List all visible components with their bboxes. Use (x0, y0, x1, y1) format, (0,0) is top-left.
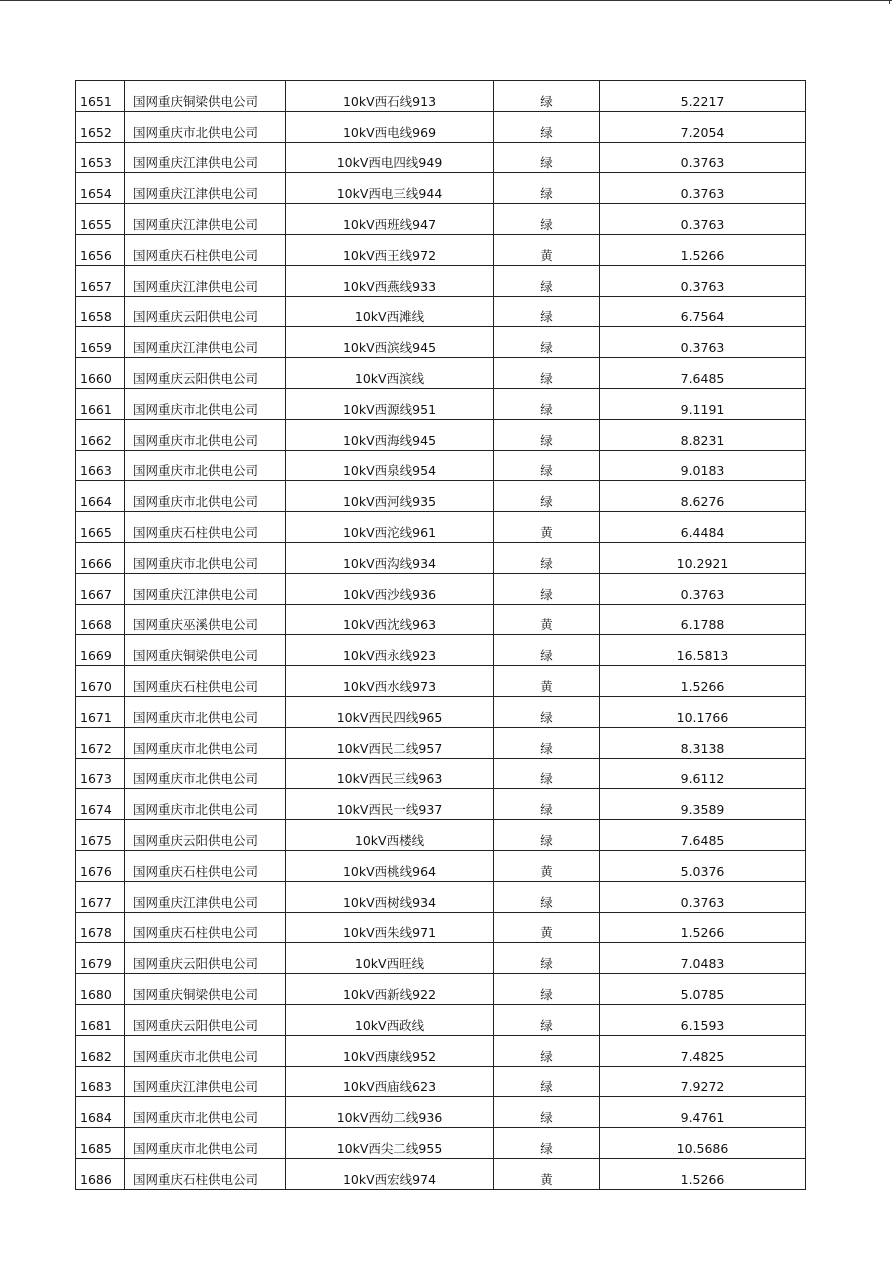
row-number-cell: 1672 (76, 727, 125, 758)
row-number-cell: 1682 (76, 1035, 125, 1066)
line-name-cell: 10kV西班线947 (286, 204, 494, 235)
status-color-cell: 绿 (494, 296, 600, 327)
status-color-cell: 绿 (494, 635, 600, 666)
row-number-cell: 1653 (76, 142, 125, 173)
line-name-cell: 10kV西滨线 (286, 358, 494, 389)
table-row (76, 111, 806, 142)
company-name-cell: 国网重庆市北供电公司 (125, 1035, 286, 1066)
row-number-cell: 1667 (76, 573, 125, 604)
line-name-cell: 10kV西沙线936 (286, 573, 494, 604)
table-row (76, 1004, 806, 1035)
status-color-cell: 绿 (494, 327, 600, 358)
table-row (76, 450, 806, 481)
company-name-cell: 国网重庆市北供电公司 (125, 542, 286, 573)
company-name-cell: 国网重庆云阳供电公司 (125, 943, 286, 974)
table-row (76, 542, 806, 573)
line-name-cell: 10kV西水线973 (286, 666, 494, 697)
value-cell: 6.7564 (600, 296, 806, 327)
status-color-cell: 黄 (494, 604, 600, 635)
value-cell: 7.6485 (600, 820, 806, 851)
table-row (76, 943, 806, 974)
line-name-cell: 10kV西海线945 (286, 419, 494, 450)
value-cell: 1.5266 (600, 234, 806, 265)
table-row (76, 142, 806, 173)
value-cell: 7.4825 (600, 1035, 806, 1066)
company-name-cell: 国网重庆江津供电公司 (125, 204, 286, 235)
company-name-cell: 国网重庆云阳供电公司 (125, 296, 286, 327)
value-cell: 9.3589 (600, 789, 806, 820)
line-name-cell: 10kV西电四线949 (286, 142, 494, 173)
table-row (76, 1097, 806, 1128)
value-cell: 6.4484 (600, 512, 806, 543)
value-cell: 10.2921 (600, 542, 806, 573)
table-row (76, 234, 806, 265)
company-name-cell: 国网重庆市北供电公司 (125, 758, 286, 789)
status-color-cell: 绿 (494, 1097, 600, 1128)
value-cell: 5.0785 (600, 974, 806, 1005)
status-color-cell: 黄 (494, 850, 600, 881)
line-name-cell: 10kV西电线969 (286, 111, 494, 142)
row-number-cell: 1661 (76, 388, 125, 419)
row-number-cell: 1655 (76, 204, 125, 235)
line-name-cell: 10kV西沈线963 (286, 604, 494, 635)
status-color-cell: 绿 (494, 204, 600, 235)
table-row (76, 1035, 806, 1066)
company-name-cell: 国网重庆市北供电公司 (125, 1097, 286, 1128)
value-cell: 6.1788 (600, 604, 806, 635)
status-color-cell: 绿 (494, 542, 600, 573)
line-name-cell: 10kV西民一线937 (286, 789, 494, 820)
row-number-cell: 1675 (76, 820, 125, 851)
line-name-cell: 10kV西永线923 (286, 635, 494, 666)
table-row (76, 265, 806, 296)
status-color-cell: 绿 (494, 111, 600, 142)
line-name-cell: 10kV西电三线944 (286, 173, 494, 204)
row-number-cell: 1660 (76, 358, 125, 389)
table-row (76, 666, 806, 697)
row-number-cell: 1659 (76, 327, 125, 358)
line-name-cell: 10kV西康线952 (286, 1035, 494, 1066)
company-name-cell: 国网重庆江津供电公司 (125, 173, 286, 204)
table-row (76, 850, 806, 881)
company-name-cell: 国网重庆石柱供电公司 (125, 1158, 286, 1189)
value-cell: 8.6276 (600, 481, 806, 512)
row-number-cell: 1674 (76, 789, 125, 820)
row-number-cell: 1685 (76, 1128, 125, 1159)
line-name-cell: 10kV西旺线 (286, 943, 494, 974)
company-name-cell: 国网重庆石柱供电公司 (125, 512, 286, 543)
line-name-cell: 10kV西河线935 (286, 481, 494, 512)
table-row (76, 296, 806, 327)
row-number-cell: 1683 (76, 1066, 125, 1097)
company-name-cell: 国网重庆石柱供电公司 (125, 850, 286, 881)
company-name-cell: 国网重庆市北供电公司 (125, 111, 286, 142)
value-cell: 0.3763 (600, 204, 806, 235)
row-number-cell: 1664 (76, 481, 125, 512)
status-color-cell: 绿 (494, 727, 600, 758)
value-cell: 9.4761 (600, 1097, 806, 1128)
data-table (75, 80, 806, 1190)
value-cell: 8.3138 (600, 727, 806, 758)
status-color-cell: 黄 (494, 912, 600, 943)
line-name-cell: 10kV西民二线957 (286, 727, 494, 758)
value-cell: 8.8231 (600, 419, 806, 450)
company-name-cell: 国网重庆市北供电公司 (125, 1128, 286, 1159)
row-number-cell: 1668 (76, 604, 125, 635)
value-cell: 9.6112 (600, 758, 806, 789)
table-body (76, 81, 806, 1190)
status-color-cell: 绿 (494, 696, 600, 727)
line-name-cell: 10kV西沟线934 (286, 542, 494, 573)
company-name-cell: 国网重庆市北供电公司 (125, 388, 286, 419)
value-cell: 0.3763 (600, 327, 806, 358)
row-number-cell: 1657 (76, 265, 125, 296)
value-cell: 1.5266 (600, 912, 806, 943)
page-right-border (889, 0, 890, 4)
status-color-cell: 绿 (494, 1004, 600, 1035)
row-number-cell: 1658 (76, 296, 125, 327)
table-row (76, 820, 806, 851)
value-cell: 0.3763 (600, 173, 806, 204)
value-cell: 1.5266 (600, 1158, 806, 1189)
table-row (76, 512, 806, 543)
row-number-cell: 1663 (76, 450, 125, 481)
company-name-cell: 国网重庆云阳供电公司 (125, 820, 286, 851)
company-name-cell: 国网重庆江津供电公司 (125, 327, 286, 358)
table-row (76, 481, 806, 512)
value-cell: 9.0183 (600, 450, 806, 481)
status-color-cell: 黄 (494, 512, 600, 543)
page-top-border (0, 0, 892, 1)
company-name-cell: 国网重庆石柱供电公司 (125, 234, 286, 265)
status-color-cell: 黄 (494, 234, 600, 265)
line-name-cell: 10kV西新线922 (286, 974, 494, 1005)
status-color-cell: 黄 (494, 1158, 600, 1189)
row-number-cell: 1656 (76, 234, 125, 265)
company-name-cell: 国网重庆石柱供电公司 (125, 912, 286, 943)
value-cell: 7.0483 (600, 943, 806, 974)
line-name-cell: 10kV西庙线623 (286, 1066, 494, 1097)
value-cell: 0.3763 (600, 881, 806, 912)
status-color-cell: 绿 (494, 481, 600, 512)
line-name-cell: 10kV西楼线 (286, 820, 494, 851)
company-name-cell: 国网重庆铜梁供电公司 (125, 974, 286, 1005)
line-name-cell: 10kV西宏线974 (286, 1158, 494, 1189)
table-row (76, 358, 806, 389)
status-color-cell: 绿 (494, 974, 600, 1005)
value-cell: 0.3763 (600, 142, 806, 173)
table-row (76, 1158, 806, 1189)
company-name-cell: 国网重庆市北供电公司 (125, 696, 286, 727)
line-name-cell: 10kV西树线934 (286, 881, 494, 912)
row-number-cell: 1681 (76, 1004, 125, 1035)
row-number-cell: 1651 (76, 81, 125, 112)
line-name-cell: 10kV西泉线954 (286, 450, 494, 481)
line-name-cell: 10kV西源线951 (286, 388, 494, 419)
line-name-cell: 10kV西沱线961 (286, 512, 494, 543)
row-number-cell: 1671 (76, 696, 125, 727)
company-name-cell: 国网重庆铜梁供电公司 (125, 81, 286, 112)
table-row (76, 727, 806, 758)
row-number-cell: 1686 (76, 1158, 125, 1189)
value-cell: 5.2217 (600, 81, 806, 112)
status-color-cell: 绿 (494, 758, 600, 789)
status-color-cell: 绿 (494, 1066, 600, 1097)
table-row (76, 912, 806, 943)
table-row (76, 419, 806, 450)
company-name-cell: 国网重庆市北供电公司 (125, 727, 286, 758)
status-color-cell: 绿 (494, 419, 600, 450)
company-name-cell: 国网重庆江津供电公司 (125, 142, 286, 173)
table-row (76, 573, 806, 604)
company-name-cell: 国网重庆江津供电公司 (125, 1066, 286, 1097)
status-color-cell: 绿 (494, 820, 600, 851)
row-number-cell: 1677 (76, 881, 125, 912)
table-row (76, 696, 806, 727)
row-number-cell: 1684 (76, 1097, 125, 1128)
status-color-cell: 绿 (494, 142, 600, 173)
line-name-cell: 10kV西滨线945 (286, 327, 494, 358)
company-name-cell: 国网重庆铜梁供电公司 (125, 635, 286, 666)
status-color-cell: 绿 (494, 173, 600, 204)
line-name-cell: 10kV西桃线964 (286, 850, 494, 881)
status-color-cell: 绿 (494, 81, 600, 112)
table-row (76, 388, 806, 419)
value-cell: 0.3763 (600, 573, 806, 604)
company-name-cell: 国网重庆云阳供电公司 (125, 1004, 286, 1035)
row-number-cell: 1665 (76, 512, 125, 543)
table-row (76, 758, 806, 789)
company-name-cell: 国网重庆石柱供电公司 (125, 666, 286, 697)
status-color-cell: 绿 (494, 1128, 600, 1159)
row-number-cell: 1673 (76, 758, 125, 789)
row-number-cell: 1679 (76, 943, 125, 974)
table-row (76, 204, 806, 235)
value-cell: 10.5686 (600, 1128, 806, 1159)
table-row (76, 1066, 806, 1097)
value-cell: 1.5266 (600, 666, 806, 697)
line-name-cell: 10kV西滩线 (286, 296, 494, 327)
value-cell: 0.3763 (600, 265, 806, 296)
company-name-cell: 国网重庆江津供电公司 (125, 573, 286, 604)
value-cell: 16.5813 (600, 635, 806, 666)
table-row (76, 974, 806, 1005)
status-color-cell: 绿 (494, 450, 600, 481)
line-name-cell: 10kV西政线 (286, 1004, 494, 1035)
status-color-cell: 绿 (494, 881, 600, 912)
value-cell: 9.1191 (600, 388, 806, 419)
row-number-cell: 1652 (76, 111, 125, 142)
table-row (76, 1128, 806, 1159)
company-name-cell: 国网重庆市北供电公司 (125, 789, 286, 820)
line-name-cell: 10kV西尖二线955 (286, 1128, 494, 1159)
status-color-cell: 绿 (494, 358, 600, 389)
company-name-cell: 国网重庆云阳供电公司 (125, 358, 286, 389)
value-cell: 10.1766 (600, 696, 806, 727)
status-color-cell: 绿 (494, 573, 600, 604)
status-color-cell: 绿 (494, 265, 600, 296)
table-row (76, 81, 806, 112)
table-row (76, 173, 806, 204)
company-name-cell: 国网重庆市北供电公司 (125, 419, 286, 450)
status-color-cell: 绿 (494, 789, 600, 820)
status-color-cell: 黄 (494, 666, 600, 697)
row-number-cell: 1662 (76, 419, 125, 450)
table-row (76, 789, 806, 820)
value-cell: 6.1593 (600, 1004, 806, 1035)
company-name-cell: 国网重庆江津供电公司 (125, 265, 286, 296)
line-name-cell: 10kV西王线972 (286, 234, 494, 265)
line-name-cell: 10kV西幼二线936 (286, 1097, 494, 1128)
value-cell: 7.6485 (600, 358, 806, 389)
row-number-cell: 1654 (76, 173, 125, 204)
row-number-cell: 1676 (76, 850, 125, 881)
table-row (76, 327, 806, 358)
company-name-cell: 国网重庆市北供电公司 (125, 450, 286, 481)
value-cell: 5.0376 (600, 850, 806, 881)
line-name-cell: 10kV西民四线965 (286, 696, 494, 727)
table-row (76, 604, 806, 635)
value-cell: 7.9272 (600, 1066, 806, 1097)
row-number-cell: 1678 (76, 912, 125, 943)
row-number-cell: 1666 (76, 542, 125, 573)
company-name-cell: 国网重庆市北供电公司 (125, 481, 286, 512)
line-name-cell: 10kV西石线913 (286, 81, 494, 112)
line-name-cell: 10kV西民三线963 (286, 758, 494, 789)
status-color-cell: 绿 (494, 943, 600, 974)
table-row (76, 881, 806, 912)
status-color-cell: 绿 (494, 388, 600, 419)
company-name-cell: 国网重庆江津供电公司 (125, 881, 286, 912)
line-name-cell: 10kV西朱线971 (286, 912, 494, 943)
company-name-cell: 国网重庆巫溪供电公司 (125, 604, 286, 635)
value-cell: 7.2054 (600, 111, 806, 142)
line-name-cell: 10kV西燕线933 (286, 265, 494, 296)
row-number-cell: 1669 (76, 635, 125, 666)
table-row (76, 635, 806, 666)
row-number-cell: 1680 (76, 974, 125, 1005)
row-number-cell: 1670 (76, 666, 125, 697)
status-color-cell: 绿 (494, 1035, 600, 1066)
